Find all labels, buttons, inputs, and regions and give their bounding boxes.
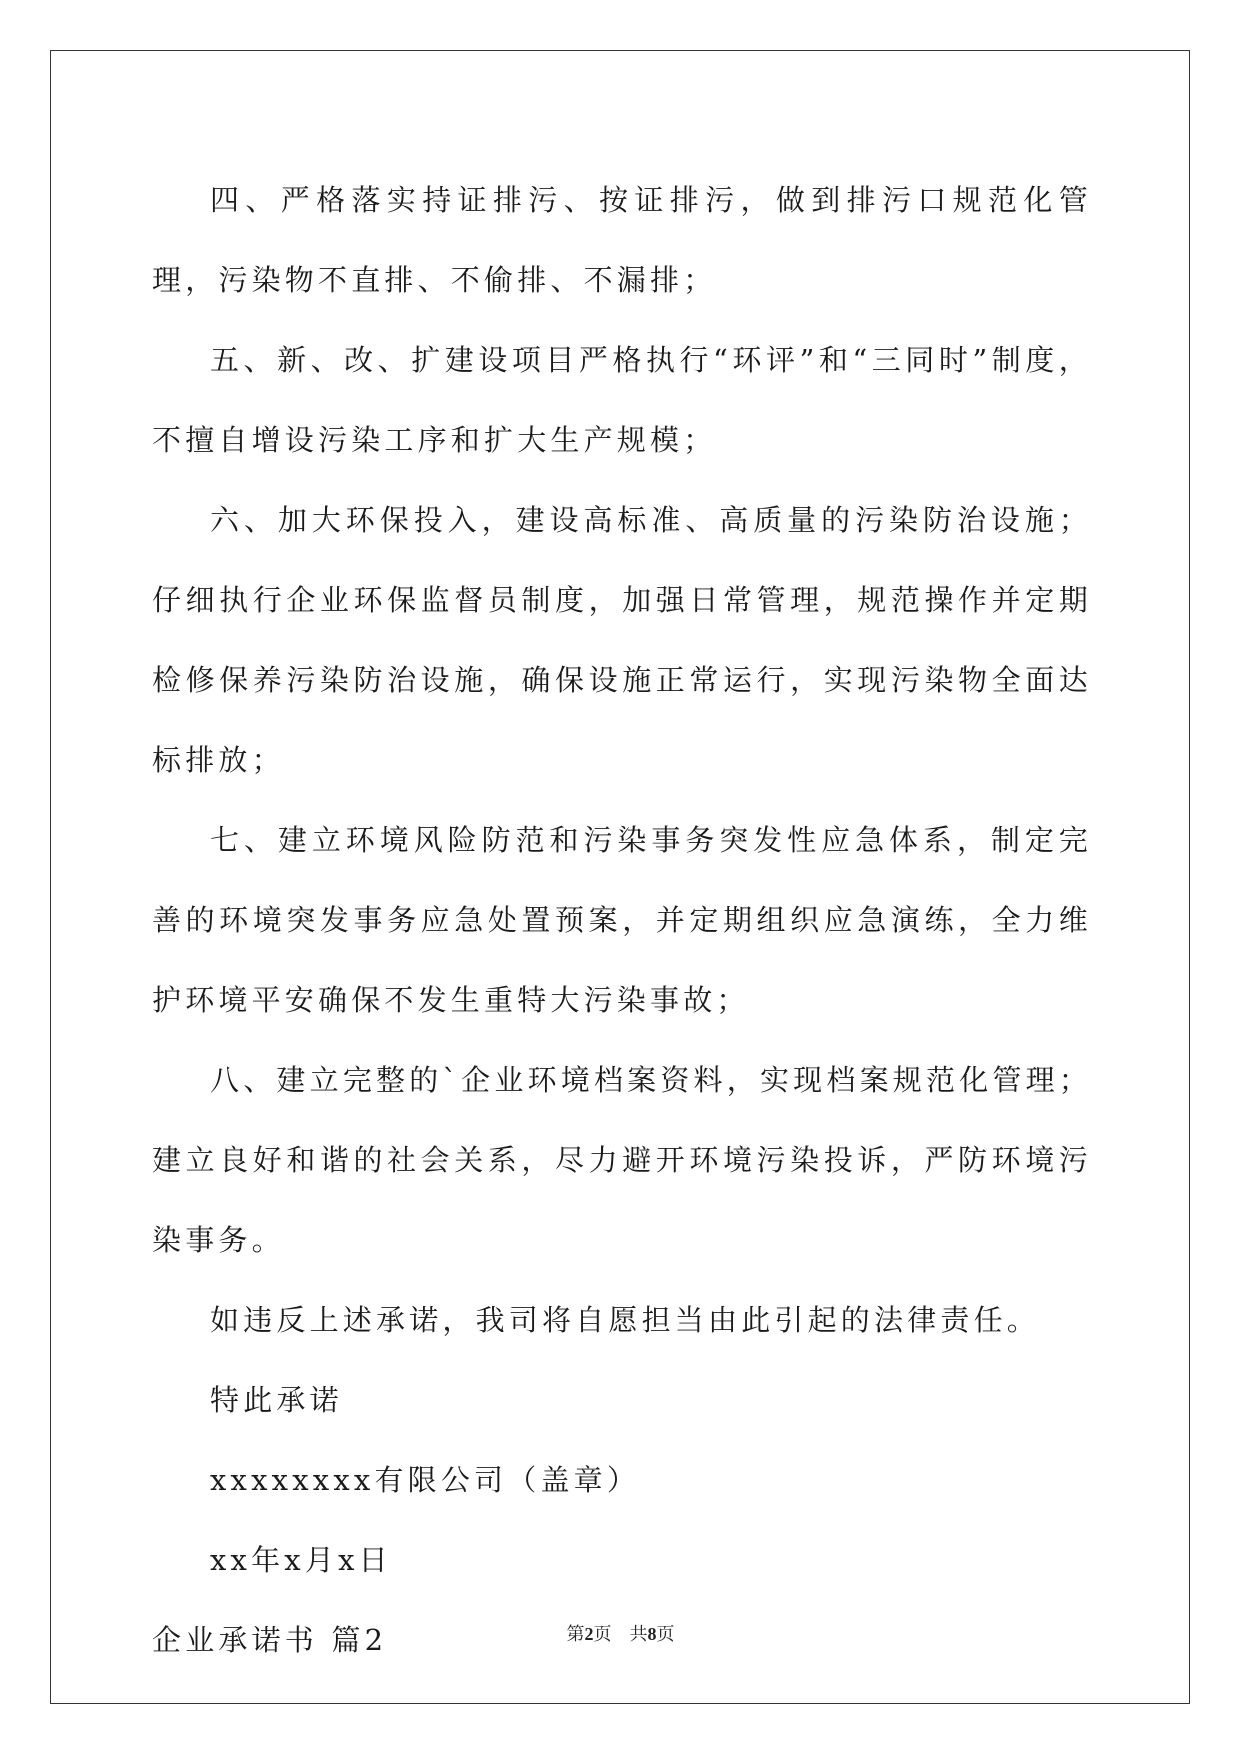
paragraph-5: 五、新、改、扩建设项目严格执行“环评”和“三同时”制度，不擅自增设污染工序和扩大生产规模； xyxy=(152,343,1092,457)
violation-clause: 如违反上述承诺，我司将自愿担当由此引起的法律责任。 xyxy=(210,1303,1041,1337)
company-signature: xxxxxxxx有限公司（盖章） xyxy=(210,1463,641,1497)
paragraph-8: 八、建立完整的`企业环境档案资料，实现档案规范化管理；建立良好和谐的社会关系，尽力避开环境污染投诉，严防环境污染事务。 xyxy=(152,1063,1092,1257)
paragraph-4: 四、严格落实持证排污、按证排污，做到排污口规范化管理，污染物不直排、不偷排、不漏排； xyxy=(152,183,1092,297)
page-current: 2 xyxy=(584,1624,594,1644)
paragraph-7: 七、建立环境风险防范和污染事务突发性应急体系，制定完善的环境突发事务应急处置预案，并定期组织应急演练，全力维护环境平安确保不发生重特大污染事故； xyxy=(152,823,1092,1017)
section-heading: 企业承诺书 篇2 xyxy=(152,1623,388,1657)
document-body xyxy=(152,160,1092,1680)
page-label-prefix: 第 xyxy=(566,1624,585,1644)
page-total: 8 xyxy=(647,1624,657,1644)
page-label-mid: 页 共 xyxy=(593,1624,648,1644)
closing-statement: 特此承诺 xyxy=(210,1383,343,1417)
signature-date: xx年x月x日 xyxy=(210,1543,392,1577)
page-footer xyxy=(0,1620,1241,1646)
paragraph-6: 六、加大环保投入，建设高标准、高质量的污染防治设施；仔细执行企业环保监督员制度，加强日常管理，规范操作并定期检修保养污染防治设施，确保设施正常运行，实现污染物全面达标排放； xyxy=(152,503,1092,777)
page-label-suffix: 页 xyxy=(656,1624,675,1644)
